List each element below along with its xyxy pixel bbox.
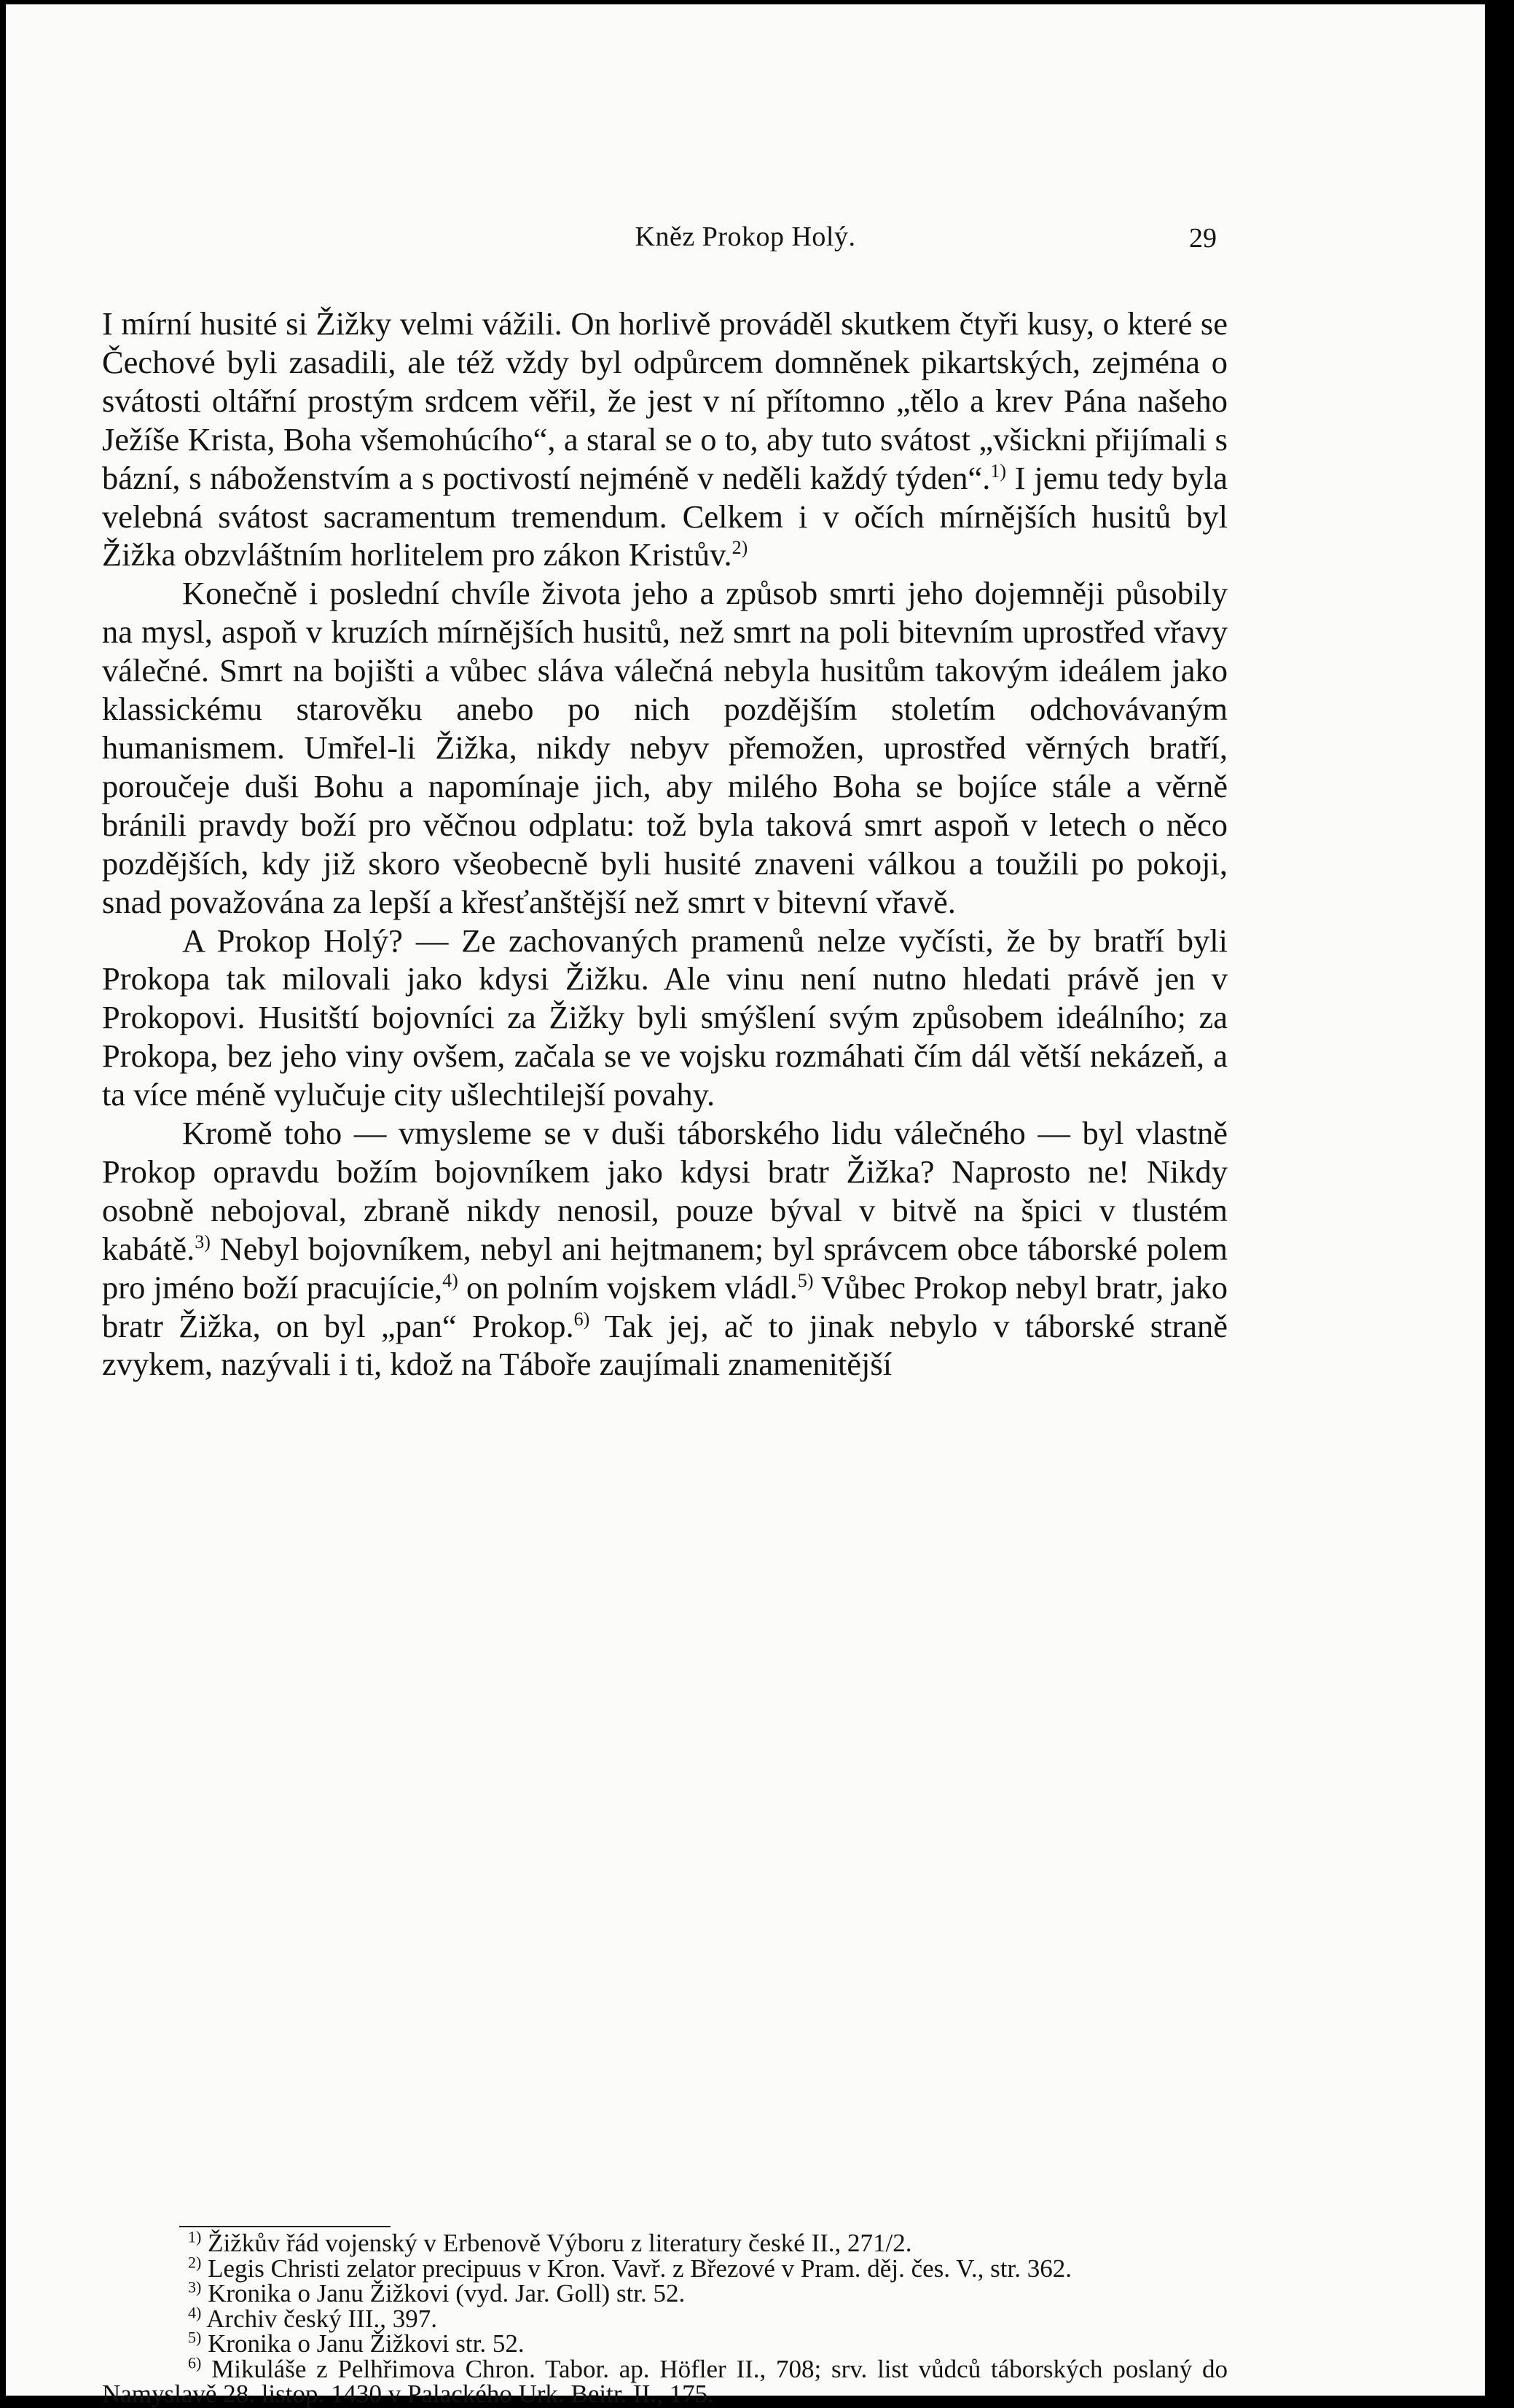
footnote-rule [179, 2226, 391, 2227]
footnote-text: Archiv český III., 397. [201, 2305, 437, 2333]
footnote [102, 2256, 1228, 2282]
footnote-mark: 6) [188, 2353, 201, 2372]
footnote-mark: 5) [188, 2328, 201, 2346]
paragraph [102, 574, 1228, 921]
footnote-reference: 4) [442, 1270, 458, 1291]
footnote-reference: 2) [732, 538, 748, 559]
footnote [102, 2231, 1228, 2256]
footnote-text: Žižkův řád vojenský v Erbenově Výboru z literatury české II., 271/2. [201, 2229, 911, 2257]
page-header [6, 221, 1485, 264]
text-run: A Prokop Holý? — Ze zachovaných pramenů nelze vyčísti, že by bratří byli Prokopa tak milovali jako kdysi Žižku. Ale vinu není nutno hledati právě jen v Prokopovi. Husitští bojovníci za Žižky byli smýšlení svým způsobem ideálního; za Prokopa, bez jeho viny ovšem, začala se ve vojsku rozmáhati čím dál větší nekázeň, a ta více méně vylučuje city ušlechtilejší povahy. [102, 922, 1228, 1113]
footnote-mark: 2) [188, 2253, 201, 2271]
paragraph [102, 305, 1228, 574]
footnote-reference: 5) [798, 1270, 814, 1291]
running-title: Kněz Prokop Holý. [6, 221, 1485, 253]
footnote-mark: 1) [188, 2227, 201, 2246]
book-page [6, 4, 1485, 2396]
body-text [102, 305, 1228, 1384]
footnote-reference: 6) [574, 1309, 590, 1330]
text-run: Nebyl bojovníkem, nebyl ani hejtmanem; byl správcem obce táborské polem pro jméno boží pracujície, [102, 1231, 1228, 1306]
text-run: I jemu tedy byla velebná svátost sacramentum tremendum. Celkem i v očích mírnějších husitů byl Žižka obzvláštním horlitelem pro zákon Kristův. [102, 460, 1228, 573]
text-run: Konečně i poslední chvíle života jeho a způsob smrti jeho dojemněji působily na mysl, aspoň v kruzích mírnějších husitů, než smrt na poli bitevním uprostřed vřavy válečné. Smrt na bojišti a vůbec sláva válečná nebyla husitům takovým ideálem jako klassickému starověku anebo po nich pozdějším stoletím odchovávaným humanismem. Umřel-li Žižka, nikdy nebyv přemožen, uprostřed věrných bratří, poroučeje duši Bohu a napomínaje jich, aby milého Boha se bojíce stále a věrně bránili pravdy boží pro věčnou odplatu: tož byla taková smrt aspoň v letech o něco pozdějších, kdy již skoro všeobecně byli husité znaveni válkou a toužili po pokoji, snad považována za lepší a křesťanštější než smrt v bitevní vřavě. [102, 575, 1228, 919]
text-run: Vůbec Prokop nebyl bratr, jako bratr Žižka, on byl „pan“ Prokop. [102, 1269, 1228, 1344]
footnote [102, 2307, 1228, 2332]
text-run: Kromě toho — vmysleme se v duši táborského lidu válečného — byl vlastně Prokop opravdu božím bojovníkem jako kdysi bratr Žižka? Naprosto ne! Nikdy osobně nebojoval, zbraně nikdy nenosil, pouze býval v bitvě na špici v tlustém kabátě. [102, 1115, 1228, 1267]
footnote-reference: 3) [195, 1231, 211, 1252]
footnote-mark: 4) [188, 2303, 201, 2321]
paragraph [102, 1114, 1228, 1384]
footnote-mark: 3) [188, 2278, 201, 2296]
footnotes [102, 2231, 1228, 2407]
footnote-text: Mikuláše z Pelhřimova Chron. Tabor. ap. Höfler II., 708; srv. list vůdců táborských poslaný do Namyslavě 28. listop. 1430 v Palackého Urk. Beitr. II., 175. [102, 2355, 1228, 2408]
footnote-text: Legis Christi zelator precipuus v Kron. Vavř. z Březové v Pram. děj. čes. V., str. 362. [201, 2254, 1072, 2283]
footnote [102, 2281, 1228, 2307]
footnote-text: Kronika o Janu Žižkovi str. 52. [201, 2329, 524, 2358]
text-run: Tak jej, ač to jinak nebylo v táborské straně zvykem, nazývali i ti, kdož na Táboře zaujímali znamenitější [102, 1308, 1228, 1383]
footnote-text: Kronika o Janu Žižkovi (vyd. Jar. Goll) str. 52. [201, 2279, 685, 2307]
page-number: 29 [1189, 222, 1217, 254]
footnote [102, 2357, 1228, 2407]
text-run: I mírní husité si Žižky velmi vážili. On horlivě prováděl skutkem čtyři kusy, o které se Čechové byli zasadili, ale též vždy byl odpůrcem domněnek pikartských, zejména o svátosti oltářní prostým srdcem věřil, že jest v ní přítomno „tělo a krev Pána našeho Ježíše Krista, Boha všemohúcího“, a staral se o to, aby tuto svátost „všickni přijímali s bázní, s náboženstvím a s poctivostí nejméně v neděli každý týden“. [102, 305, 1228, 496]
footnote-reference: 1) [990, 460, 1006, 482]
paragraph [102, 922, 1228, 1115]
footnote [102, 2331, 1228, 2357]
text-run: on polním vojskem vládl. [458, 1269, 798, 1306]
